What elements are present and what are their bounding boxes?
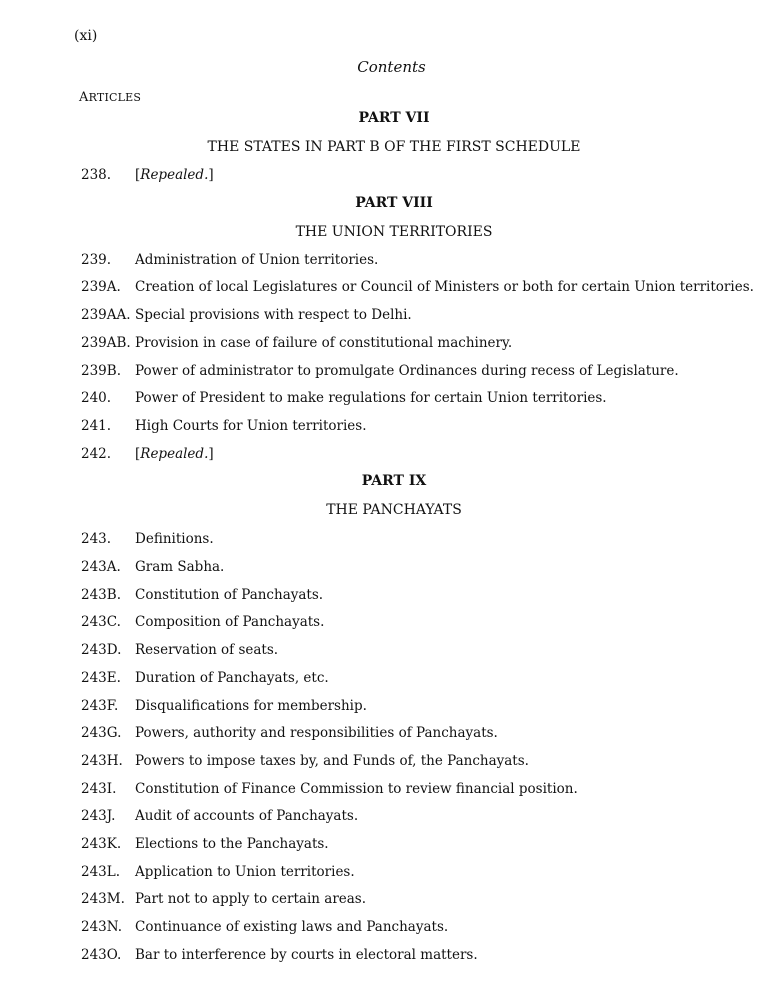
article-title: Application to Union territories. [135,863,355,880]
article-number: 243. [81,531,112,548]
article-number: 240. [81,390,112,407]
article-title: Elections to the Panchayats. [135,836,329,852]
article-title: Duration of Panchayats, etc. [135,669,329,686]
article-title: Part not to apply to certain areas. [135,891,367,908]
article-number: 239AB. [81,334,131,351]
page-number: (xi) [74,28,98,44]
article-number: 243F. [81,697,119,714]
article-title: Constitution of Finance Commission to review financial position. [135,780,578,797]
article-number: 242. [81,445,112,462]
article-number: 239. [81,251,112,268]
article-title: Gram Sabha. [135,559,225,575]
article-number: 239B. [81,362,121,379]
contents-title: Contents [357,58,426,76]
article-number: 243D. [81,642,122,659]
articles-label: ARTICLES [79,90,142,105]
article-title: Audit of accounts of Panchayats. [135,808,359,825]
article-number: 243C. [81,614,121,631]
article-number: 243E. [81,669,121,686]
article-number: 243N. [81,919,123,936]
article-title: Provision in case of failure of constitutional machinery. [135,334,513,351]
article-title: Composition of Panchayats. [135,614,325,631]
article-title: Continuance of existing laws and Panchayats. [135,919,449,936]
article-number: 243M. [81,891,125,908]
part-title: THE UNION TERRITORIES [295,223,493,240]
article-number: 243K. [81,836,122,852]
article-title: Creation of local Legislatures or Council of Ministers or both for certain Union territories. [135,279,754,296]
article-title: Bar to interference by courts in electoral matters. [135,946,478,963]
article-title: [Repealed.] [135,167,214,183]
article-title: Constitution of Panchayats. [135,586,324,603]
article-number: 243H. [81,752,123,769]
article-number: 241. [81,417,112,434]
article-title: High Courts for Union territories. [135,417,367,434]
part-title: THE STATES IN PART B OF THE FIRST SCHEDULE [207,139,581,155]
article-number: 243L. [81,863,121,880]
article-number: 238. [81,167,112,183]
article-title: Disqualifications for membership. [135,697,367,714]
article-number: 243A. [81,559,121,575]
article-number: 243G. [81,725,122,742]
article-number: 243O. [81,946,122,963]
article-title: [Repealed.] [135,445,214,462]
article-title: Power of administrator to promulgate Ordinances during recess of Legislature. [135,362,679,379]
part-title: THE PANCHAYATS [326,502,462,519]
article-title: Powers, authority and responsibilities of Panchayats. [135,725,498,742]
article-title: Definitions. [135,531,214,548]
article-title: Powers to impose taxes by, and Funds of, the Panchayats. [135,752,529,769]
article-number: 239A. [81,279,121,296]
part-heading: PART VII [358,110,430,126]
article-number: 239AA. [81,307,131,324]
article-title: Special provisions with respect to Delhi. [135,307,412,324]
part-heading: PART VIII [355,194,433,211]
article-title: Administration of Union territories. [135,251,379,268]
article-number: 243J. [81,808,116,825]
article-number: 243B. [81,586,121,603]
article-number: 243I. [81,780,117,797]
part-heading: PART IX [361,473,427,490]
article-title: Reservation of seats. [135,642,279,659]
article-title: Power of President to make regulations for certain Union territories. [135,390,607,407]
